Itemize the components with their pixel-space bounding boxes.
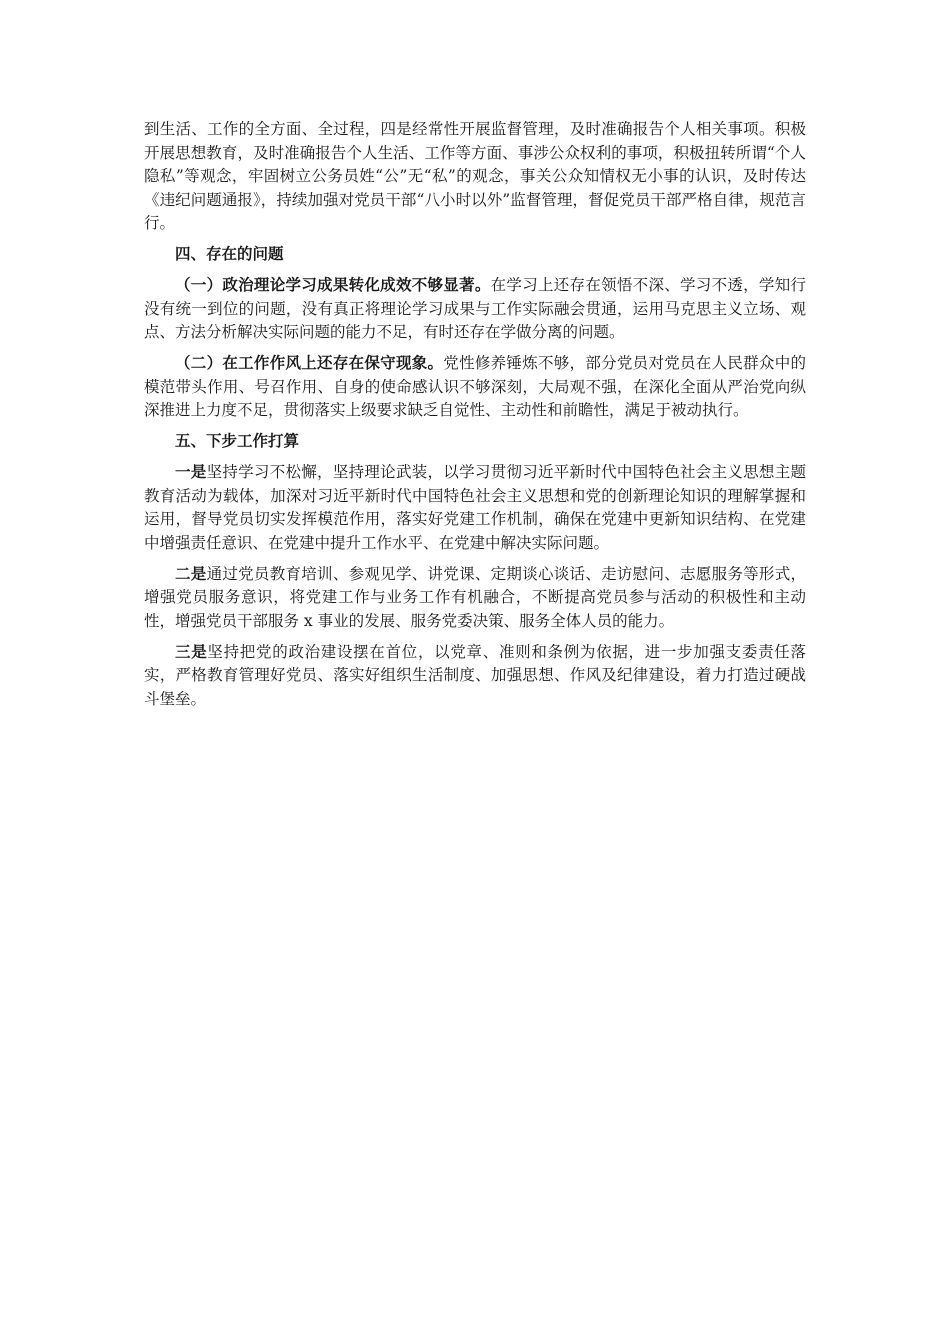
plan-item-3-text: 坚持把党的政治建设摆在首位，以党章、准则和条例为依据，进一步加强支委责任落实，严格教育管理好党员、落实好组织生活制度、加强思想、作风及纪律建设，着力打造过硬战斗堡垒。 <box>144 642 806 708</box>
section-four-heading: 四、存在的问题 <box>175 245 284 263</box>
problem-item-2-text: 党性修养锤炼不够，部分党员对党员在人民群众中的模范带头作用、号召作用、自身的使命感认识不够深刻，大局观不强，在深化全面从严治党向纵深推进上力度不足，贯彻落实上级要求缺乏自觉性、主动性和前瞻性，满足于被动执行。 <box>144 354 806 419</box>
problem-item-2-lead: （二）在工作作风上还存在保守现象。 <box>175 354 444 372</box>
intro-paragraph: 到生活、工作的全方面、全过程，四是经常性开展监督管理，及时准确报告个人相关事项。积极开展思想教育，及时准确报告个人生活、工作等方面、事涉公众权利的事项，积极扭转所谓“个人隐私”等观念，牢固树立公务员姓“公”无“私”的观念，事关公众知情权无小事的认识，及时传达《违纪问题通报》，持续加强对党员干部“八小时以外”监督管理，督促党员干部严格自律，规范言行。 <box>144 120 806 232</box>
section-five-heading: 五、下步工作打算 <box>175 432 300 450</box>
plan-item-2-lead: 二是 <box>175 564 207 583</box>
problem-item-1-lead: （一）政治理论学习成果转化成效不够显著。 <box>175 276 491 294</box>
plan-item-1-text: 坚持学习不松懈，坚持理论武装，以学习贯彻习近平新时代中国特色社会主义思想主题教育活动为载体，加深对习近平新时代中国特色社会主义思想和党的创新理论知识的理解掌握和运用，督导党员切实发挥模范作用，落实好党建工作机制，确保在党建中更新知识结构、在党建中增强责任意识、在党建中提升工作水平、在党建中解决实际问题。 <box>144 463 806 552</box>
plan-item-2-text: 通过党员教育培训、参观见学、讲党课、定期谈心谈话、走访慰问、志愿服务等形式，增强党员服务意识，将党建工作与业务工作有机融合，不断提高党员参与活动的积极性和主动性，增强党员干部服务 x 事业的发展、服务党委决策、服务全体人员的能力。 <box>144 564 806 630</box>
problem-item-2 <box>144 352 806 423</box>
plan-item-1-lead: 一是 <box>175 463 207 481</box>
problem-item-1 <box>144 274 806 345</box>
problem-item-1-text: 在学习上还存在领悟不深、学习不透，学知行没有统一到位的问题，没有真正将理论学习成果与工作实际融会贯通，运用马克思主义立场、观点、方法分析解决实际问题的能力不足，有时还存在学做分离的问题。 <box>144 276 806 341</box>
plan-item-1 <box>144 461 806 555</box>
plan-item-2 <box>144 563 806 634</box>
document-page <box>144 118 806 719</box>
plan-item-3 <box>144 641 806 712</box>
plan-item-3-lead: 三是 <box>175 642 208 661</box>
